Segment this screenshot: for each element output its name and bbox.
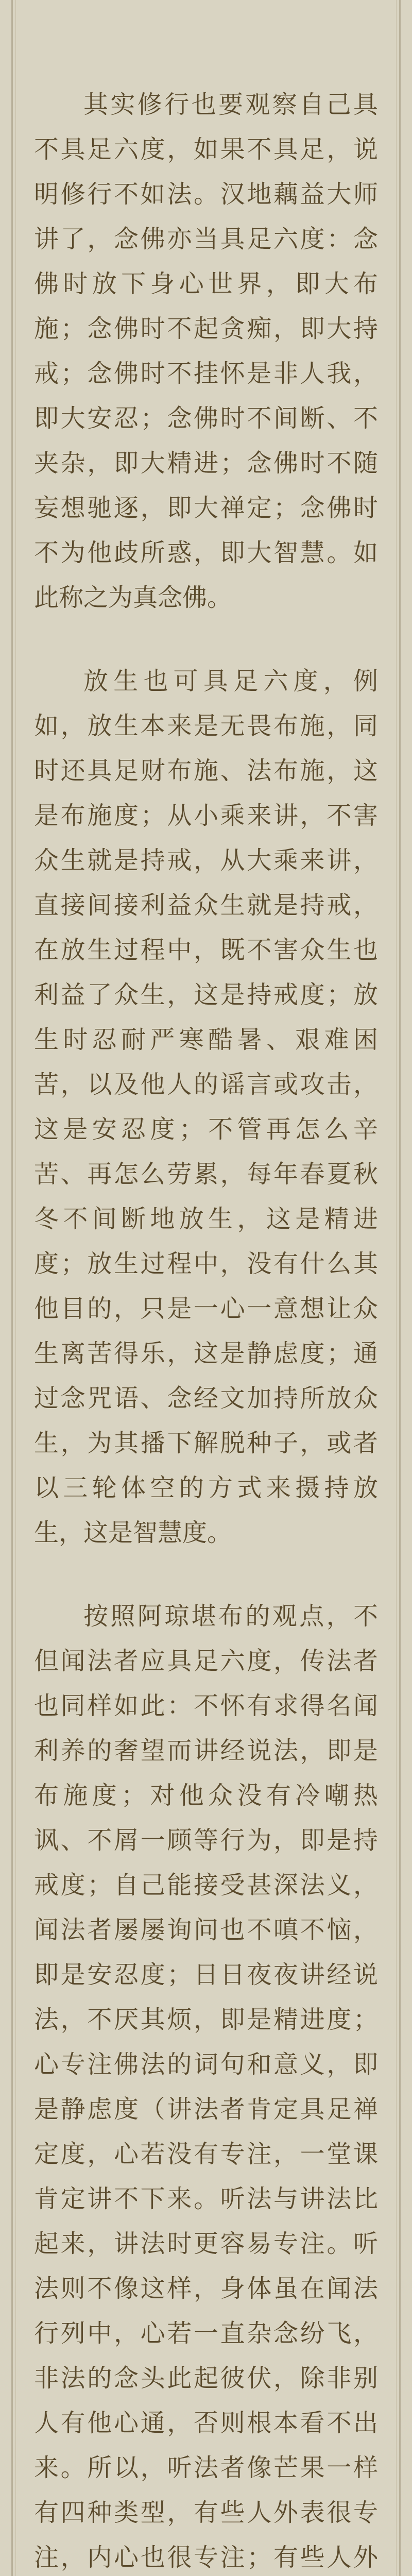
right-border-line [399,0,401,2576]
right-border-inner-line [396,0,397,2576]
left-border-line [11,0,13,2576]
paragraph-fangsheng-six-paramitas: 放生也可具足六度，例如，放生本来是无畏布施，同时还具足财布施、法布施，这是布施度；从小乘来讲，不害众生就是持戒，从大乘来讲，直接间接利益众生就是持戒，在放生过程中，既不害众生也利益了众生，这是持戒度；放生时忍耐严寒酷暑、艰难困苦，以及他人的谣言或攻击，这是安忍度；不管再怎么辛苦、再怎么劳累，每年春夏秋冬不间断地放生，这是精进度；放生过程中，没有什么其他目的，只是一心一意想让众生离苦得乐，这是静虑度；通过念咒语、念经文加持所放众生，为其播下解脱种子，或者以三轮体空的方式来摄持放生，这是智慧度。 [34,667,378,1547]
article-body [20,0,392,2576]
left-border-inner-line [15,0,16,2576]
paragraph-nianfo-six-paramitas: 其实修行也要观察自己具不具足六度，如果不具足，说明修行不如法。汉地藕益大师讲了，念佛亦当具足六度：念佛时放下身心世界，即大布施；念佛时不起贪痴，即大持戒；念佛时不挂怀是非人我，即大安忍；念佛时不间断、不夹杂，即大精进；念佛时不随妄想驰逐，即大禅定；念佛时不为他歧所惑，即大智慧。如此称之为真念佛。 [34,90,378,612]
paragraph-teaching-six-paramitas: 按照阿琼堪布的观点，不但闻法者应具足六度，传法者也同样如此：不怀有求得名闻利养的奢望而讲经说法，即是布施度；对他众没有冷嘲热讽、不屑一顾等行为，即是持戒度；自己能接受甚深法义，闻法者屡屡询问也不嗔不恼，即是安忍度；日日夜夜讲经说法，不厌其烦，即是精进度；心专注佛法的词句和意义，即是静虑度（讲法者肯定具足禅定度，心若没有专注，一堂课肯定讲不下来。听法与讲法比起来，讲法时更容易专注。听法则不像这样，身体虽在闻法行列中，心若一直杂念纷飞，非法的念头此起彼伏，除非别人有他心通，否则根本看不出来。所以，听法者像芒果一样有四种类型，有些人外表很专注，内心也很专注；有些人外 [34,1602,378,2572]
